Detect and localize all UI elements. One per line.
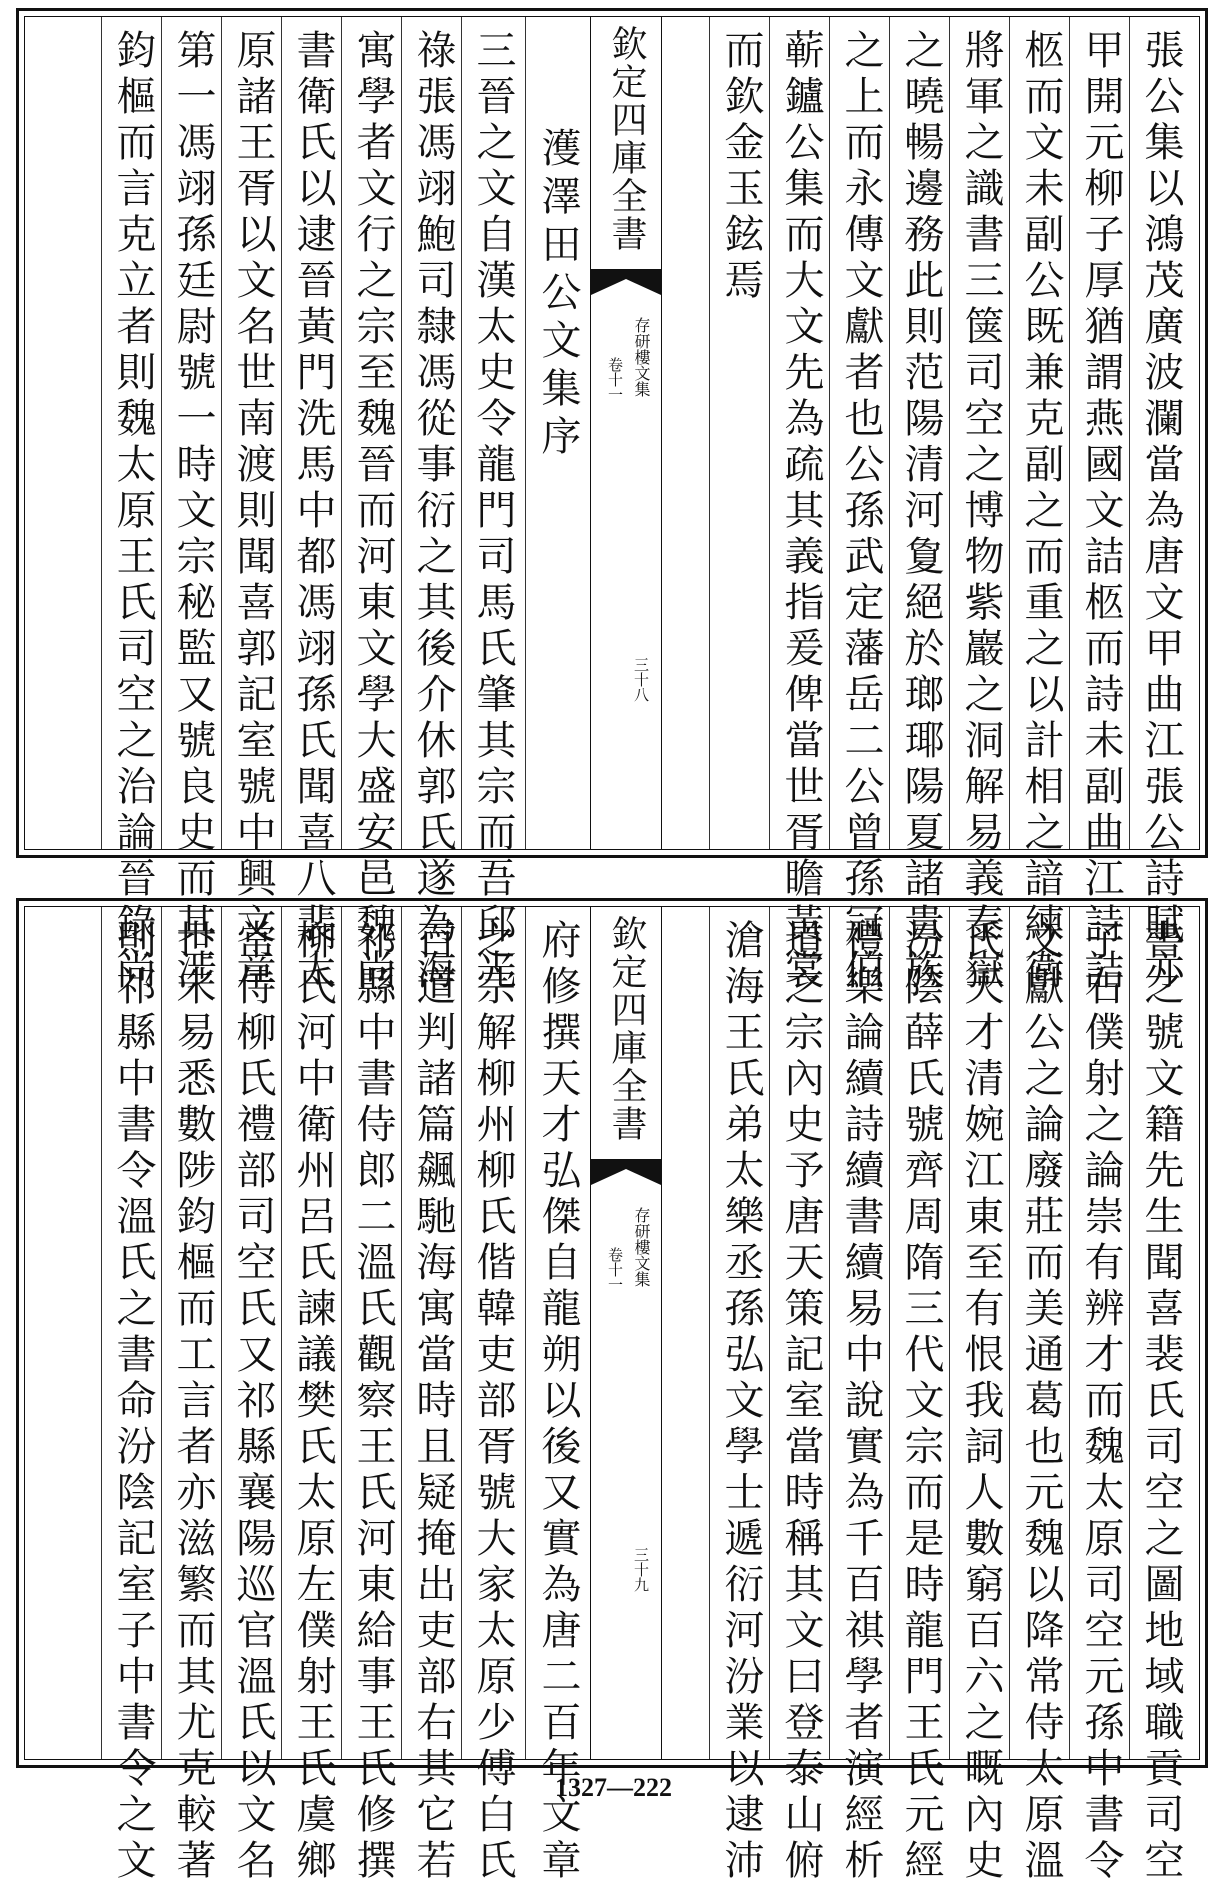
- page-frame-top: [24, 16, 1200, 995]
- column-rule: [1129, 17, 1130, 849]
- essay-title: 濩澤田公文集序: [535, 127, 581, 463]
- column-rule: [1009, 907, 1010, 1759]
- column-rule: [221, 17, 222, 849]
- text-column: 禮樂論續詩續書續易中說實為千百祺學者演經析: [838, 919, 884, 1885]
- text-column: 祁縣中書侍郎二溫氏觀察王氏河東給事王氏修撰: [350, 919, 396, 1885]
- text-column: 書之號文籍先生聞喜裴氏司空之圖地域職貢司空: [1138, 919, 1184, 1885]
- source-title: 存研樓文集: [632, 1207, 651, 1287]
- column-rule: [1069, 907, 1070, 1759]
- column-rule: [829, 907, 830, 1759]
- column-rule: [461, 907, 462, 1759]
- column-rule: [829, 17, 830, 849]
- column-rule: [161, 907, 162, 1759]
- text-column: 甲開元柳子厚猶謂燕國文詰柩而詩未副曲江詩詰: [1078, 29, 1124, 995]
- column-rule: [341, 907, 342, 1759]
- juan-label: 卷十一: [606, 1247, 624, 1292]
- juan-label: 卷十一: [606, 357, 624, 402]
- leaf-number: 三十九: [632, 1547, 650, 1592]
- column-rule: [461, 17, 462, 849]
- fishtail-mark-icon: [591, 269, 661, 295]
- column-rule: [1069, 17, 1070, 849]
- column-rule: [709, 907, 710, 1759]
- collection-title: 欽定四庫全書: [606, 25, 647, 253]
- text-column: 汾陰薛氏號齊周隋三代文宗而是時龍門王氏元經: [898, 919, 944, 1885]
- column-rule: [889, 907, 890, 1759]
- column-rule: [889, 17, 890, 849]
- text-column: 蕲鑪公集而大文先為疏其義指爰俾當世胥瞻黃裳: [778, 29, 824, 995]
- page-number: 1327—222: [555, 1773, 672, 1802]
- column-rule: [101, 907, 102, 1759]
- text-column: 三晉之文自漢太史令龍門司馬氏肇其宗而吾邱光: [470, 29, 516, 995]
- column-rule: [525, 17, 526, 849]
- text-column: 之宗解柳州柳氏偕韓吏部胥號大家太原少傅白氏: [470, 919, 516, 1885]
- column-rule: [949, 17, 950, 849]
- text-column: 之上而永傳文獻者也公孫武定藩岳二公曾孫冠伯: [838, 29, 884, 995]
- text-column: 氏天才清婉江東至有恨我詞人數窮百六之嘅內史: [958, 919, 1004, 1885]
- text-column: 第一馮翊孫廷尉號一時文宗秘監又號良史而其涉: [170, 29, 216, 995]
- fishtail-mark-icon: [591, 1159, 661, 1185]
- column-rule: [769, 17, 770, 849]
- column-rule: [401, 17, 402, 849]
- column-rule: [1009, 17, 1010, 849]
- column-rule: [341, 17, 342, 849]
- column-rule: [281, 17, 282, 849]
- column-rule: [709, 17, 710, 849]
- text-column: 而欽金玉鉉焉: [718, 29, 764, 305]
- text-column: 柳氏河中衛州呂氏諫議樊氏太原左僕射王氏虞鄉: [290, 919, 336, 1885]
- text-column: 之曉暢邊務此則范陽清河夐絕於瑯瑘陽夏諸貴族: [898, 29, 944, 995]
- collection-title: 欽定四庫全書: [606, 915, 647, 1143]
- column-rule: [1129, 907, 1130, 1759]
- column-rule: [281, 907, 282, 1759]
- text-column: 府修撰天才弘傑自龍朔以後又實為唐二百年文章: [535, 919, 581, 1885]
- leaf-number: 三十八: [632, 657, 650, 702]
- text-column: 則祁縣中書令溫氏之書命汾陰記室子中書令之文: [110, 919, 156, 1885]
- text-column: 文獻公之論廢莊而美通葛也元魏以降常侍太原溫: [1018, 919, 1064, 1885]
- column-rule: [401, 907, 402, 1759]
- column-rule: [949, 907, 950, 1759]
- source-title: 存研樓文集: [632, 317, 651, 397]
- text-column: 原諸王胥以文名世南渡則聞喜郭記室號中興文章: [230, 29, 276, 995]
- text-column: 祿張馮翊鮑司隸馮從事衍之其後介休郭氏遂為海: [410, 29, 456, 995]
- text-column: 寓學者文行之宗至魏晉而河東文學大盛安邑魏尚: [350, 29, 396, 995]
- text-column: 世未易悉數陟鈞樞而工言者亦滋繁而其尤克較著: [170, 919, 216, 1885]
- column-rule: [525, 907, 526, 1759]
- text-column: 滄海王氏弟太樂丞孫弘文學士遞衍河汾業以逮沛: [718, 919, 764, 1885]
- page-panel-top: [16, 8, 1208, 995]
- text-column: 柩而文未副公既兼克副之而重之以計相之諳練衛: [1018, 29, 1064, 995]
- text-column: 百道判諸篇飆馳海寓當時且疑掩出吏部右其它若: [410, 919, 456, 1885]
- text-column: 鈞樞而言克立者則魏太原王氏司空之治論晉錄尚: [110, 29, 156, 995]
- text-column: 子右僕射之論崇有辨才而魏太原司空元孫中書令: [1078, 919, 1124, 1885]
- column-rule: [101, 17, 102, 849]
- column-rule: [221, 907, 222, 1759]
- text-column: 張公集以鴻茂廣波瀾當為唐文甲曲江張公詩賦亦: [1138, 29, 1184, 995]
- column-rule: [769, 907, 770, 1759]
- text-column: 將軍之識書三箧司空之博物紫巖之洞解易義泰嶽: [958, 29, 1004, 995]
- center-margin: [590, 17, 662, 849]
- center-margin: [590, 907, 662, 1759]
- text-column: 道之宗內史予唐天策記室當時稱其文曰登泰山俯: [778, 919, 824, 1885]
- column-rule: [161, 17, 162, 849]
- text-column: 書衛氏以逮晉黃門洗馬中都馮翊孫氏聞喜八裴太: [290, 29, 336, 995]
- text-column: 常侍柳氏禮部司空氏又祁縣襄陽巡官溫氏以文名: [230, 919, 276, 1885]
